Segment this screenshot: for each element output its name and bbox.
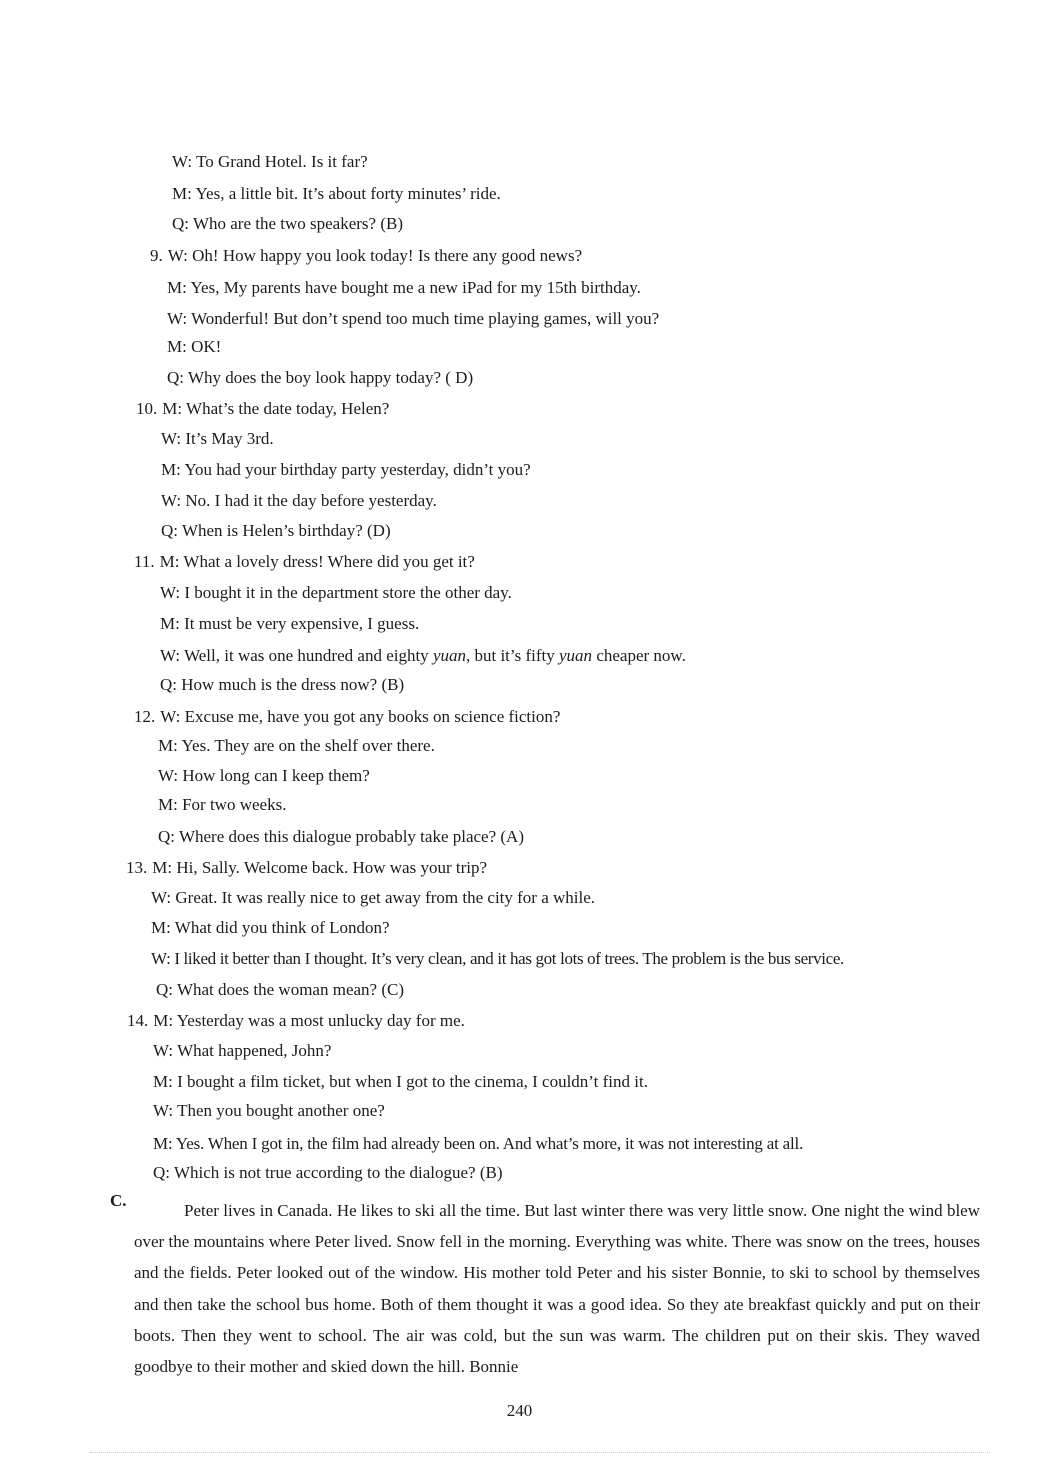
dialogue-line: W: I bought it in the department store the other day.	[160, 583, 512, 602]
dialogue-line: W: What happened, John?	[153, 1041, 332, 1060]
question-11-first-line	[134, 551, 475, 573]
dialogue-line: M: I bought a film ticket, but when I got to the cinema, I couldn’t find it.	[153, 1072, 648, 1091]
dialogue-line: M: OK!	[167, 337, 222, 356]
question-14-first-line	[127, 1010, 465, 1032]
italic-word: yuan	[432, 646, 466, 665]
dialogue-line: Q: How much is the dress now? (B)	[160, 675, 405, 694]
dialogue-line: M: You had your birthday party yesterday, didn’t you?	[161, 460, 531, 479]
dialogue-line: W: To Grand Hotel. Is it far?	[172, 152, 368, 171]
italic-word: yuan	[559, 646, 593, 665]
question-10-first-line	[136, 398, 389, 420]
question-number: 11.	[134, 552, 155, 571]
dialogue-line: M: Yes. They are on the shelf over there.	[158, 736, 435, 755]
question-number: 12.	[134, 707, 156, 726]
dialogue-line: M: Hi, Sally. Welcome back. How was your trip?	[152, 858, 488, 877]
dialogue-line: M: Yes, a little bit. It’s about forty minutes’ ride.	[172, 184, 501, 203]
question-9-first-line	[150, 245, 582, 267]
text-run: cheaper now.	[592, 646, 686, 665]
dialogue-line: W: Great. It was really nice to get away from the city for a while.	[151, 888, 596, 907]
dialogue-line: M: Yes. When I got in, the film had already been on. And what’s more, it was not interesting at all.	[153, 1134, 804, 1153]
dialogue-line: W: No. I had it the day before yesterday.	[161, 491, 437, 510]
text-run: W: Well, it was one hundred and eighty	[160, 646, 433, 665]
dialogue-line: W: Wonderful! But don’t spend too much time playing games, will you?	[167, 309, 660, 328]
dialogue-line: W: I liked it better than I thought. It’s very clean, and it has got lots of trees. The problem is the bus service.	[151, 949, 844, 968]
question-number: 9.	[150, 246, 163, 265]
dialogue-line: Q: Who are the two speakers? (B)	[172, 214, 403, 233]
dialogue-line: W: Excuse me, have you got any books on science fiction?	[160, 707, 561, 726]
text-run: , but it’s fifty	[465, 646, 560, 665]
question-number: 13.	[126, 858, 148, 877]
dialogue-line	[160, 645, 686, 667]
dialogue-line: M: Yes, My parents have bought me a new iPad for my 15th birthday.	[167, 278, 641, 297]
question-12-first-line	[134, 706, 560, 728]
dialogue-line: Q: When is Helen’s birthday? (D)	[161, 521, 391, 540]
dialogue-line: M: Yesterday was a most unlucky day for me.	[153, 1011, 465, 1030]
dialogue-line: Q: What does the woman mean? (C)	[156, 980, 405, 999]
dialogue-line: M: What a lovely dress! Where did you get it?	[159, 552, 475, 571]
question-number: 10.	[136, 399, 158, 418]
page-number: 240	[506, 1401, 533, 1420]
section-c-label: C.	[110, 1191, 127, 1210]
dialogue-line: Q: Why does the boy look happy today? ( D)	[167, 368, 474, 387]
dialogue-line: W: Oh! How happy you look today! Is there any good news?	[167, 246, 583, 265]
question-number: 14.	[127, 1011, 149, 1030]
dialogue-line: M: What’s the date today, Helen?	[162, 399, 390, 418]
dialogue-line: W: How long can I keep them?	[158, 766, 370, 785]
scan-edge-divider	[90, 1452, 990, 1453]
question-13-first-line	[126, 857, 487, 879]
dialogue-line: W: It’s May 3rd.	[161, 429, 274, 448]
dialogue-line: Q: Which is not true according to the dialogue? (B)	[153, 1163, 503, 1182]
section-c-text: Peter lives in Canada. He likes to ski all the time. But last winter there was very little snow. One night the wind blew over the mountains where Peter lived. Snow fell in the morning. Everything was white. There was snow on the trees, houses and the fields. Peter looked out of the window. His mother told Peter and his sister Bonnie, to ski to school by themselves and then take the school bus home. Both of them thought it was a good idea. So they ate breakfast quickly and put on their boots. Then they went to school. The air was cold, but the sun was warm. The children put on their skis. They waved goodbye to their mother and skied down the hill. Bonnie	[134, 1201, 980, 1377]
dialogue-line: M: It must be very expensive, I guess.	[160, 614, 420, 633]
dialogue-line: M: What did you think of London?	[151, 918, 390, 937]
dialogue-line: M: For two weeks.	[158, 795, 287, 814]
dialogue-line: Q: Where does this dialogue probably take place? (A)	[158, 827, 524, 846]
section-c-paragraph	[134, 1195, 980, 1382]
dialogue-line: W: Then you bought another one?	[153, 1101, 385, 1120]
